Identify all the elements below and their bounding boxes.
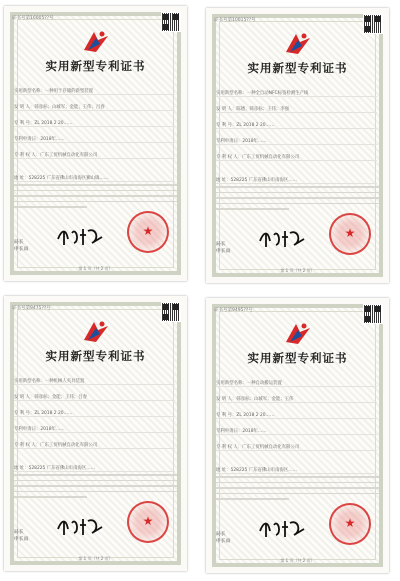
- field-name: 实用新型名称：一种机械人夹具装置: [14, 372, 175, 385]
- certificate-fields: [14, 82, 175, 185]
- field-address: 地 址：528225 广东省佛山市南海区……: [14, 452, 175, 472]
- field-date: 专利申请日：2018年……: [216, 422, 377, 435]
- field-date: 专利申请日：2018年……: [216, 132, 377, 145]
- page-number: 第 1 页（共 2 页）: [78, 556, 113, 561]
- field-name: 实用新型名称：一种用于存储的新型装置: [14, 82, 175, 95]
- field-inventor: 发 明 人：陈德；韩彦标；王伟；李强: [216, 100, 377, 113]
- certificate-title: 实用新型专利证书: [247, 61, 348, 75]
- certificate-fields: [216, 374, 377, 477]
- director-label: 局长 申长雨: [216, 531, 231, 544]
- certificate-body-text: [216, 476, 379, 504]
- patent-office-emblem-icon: [80, 318, 112, 344]
- patent-certificate-3: [4, 296, 187, 571]
- field-patent-no: 专 利 号：ZL 2018 2 20……: [14, 404, 175, 417]
- field-name: 实用新型名称：一种自动搬运装置: [216, 374, 377, 387]
- director-signature: [56, 515, 104, 537]
- patent-certificate-4: [206, 298, 389, 573]
- certificate-title: 实用新型专利证书: [45, 59, 146, 73]
- field-patent-no: 专 利 号：ZL 2018 2 20……: [216, 116, 377, 129]
- director-signature: [258, 517, 306, 539]
- qr-code-icon: [162, 303, 180, 321]
- page-number: 第 1 页（共 2 页）: [78, 266, 113, 271]
- field-name: 实用新型名称：一种全自动NFC标签检测生产线: [216, 84, 377, 97]
- page-number: 第 1 页（共 2 页）: [280, 558, 315, 563]
- field-date: 专利申请日：2018年……: [14, 420, 175, 433]
- certificate-body-text: [14, 474, 177, 502]
- patent-office-emblem-icon: [282, 320, 314, 346]
- field-owner: 专 利 权 人：广东工贸机械自动化有限公司: [14, 146, 175, 159]
- page-number: 第 1 页（共 2 页）: [280, 268, 315, 273]
- official-seal-icon: ★: [127, 211, 169, 253]
- field-owner: 专 利 权 人：广东工贸机械自动化有限公司: [216, 438, 377, 451]
- field-address: 地 址：528225 广东省佛山市南海区……: [216, 164, 377, 184]
- certificate-number: 证书号第10015??号: [214, 18, 256, 23]
- field-patent-no: 专 利 号：ZL 2018 2 20……: [14, 114, 175, 127]
- patent-office-emblem-icon: [282, 30, 314, 56]
- patent-office-emblem-icon: [80, 28, 112, 54]
- field-address: 地 址：528225 广东省佛山市南海区……: [216, 454, 377, 474]
- field-inventor: 发 明 人：韩彦标；金能；王伟；吕春: [14, 388, 175, 401]
- field-date: 专利申请日：2018年……: [14, 130, 175, 143]
- certificate-number: 证书号第16005??号: [12, 16, 54, 21]
- field-inventor: 发 明 人：韩彦标；山城军；金能；王伟: [216, 390, 377, 403]
- field-owner: 专 利 权 人：广东工贸机械自动化有限公司: [14, 436, 175, 449]
- qr-code-icon: [364, 15, 382, 33]
- patent-certificate-2: [206, 8, 389, 283]
- certificate-body-text: [216, 186, 379, 214]
- certificate-number: 证书号第9475??号: [12, 306, 51, 311]
- official-seal-icon: ★: [329, 213, 371, 255]
- certificate-number: 证书号第9495??号: [214, 308, 253, 313]
- patent-certificate-1: [4, 6, 187, 281]
- director-signature: [56, 225, 104, 247]
- official-seal-icon: ★: [127, 501, 169, 543]
- director-label: 局长 申长雨: [14, 529, 29, 542]
- field-address: 地 址：528225 广东省佛山市南海区狮山镇……: [14, 162, 175, 182]
- field-inventor: 发 明 人：韩彦标；山城军；金能；王伟；吕春: [14, 98, 175, 111]
- certificate-title: 实用新型专利证书: [45, 349, 146, 363]
- field-patent-no: 专 利 号：ZL 2018 2 20……: [216, 406, 377, 419]
- certificate-fields: [14, 372, 175, 475]
- qr-code-icon: [364, 305, 382, 323]
- official-seal-icon: ★: [329, 503, 371, 545]
- certificate-title: 实用新型专利证书: [247, 351, 348, 365]
- certificate-body-text: [14, 184, 177, 212]
- director-signature: [258, 227, 306, 249]
- field-owner: 专 利 权 人：广东工贸机械自动化有限公司: [216, 148, 377, 161]
- director-label: 局长 申长雨: [216, 241, 231, 254]
- director-label: 局长 申长雨: [14, 239, 29, 252]
- certificate-fields: [216, 84, 377, 187]
- qr-code-icon: [162, 13, 180, 31]
